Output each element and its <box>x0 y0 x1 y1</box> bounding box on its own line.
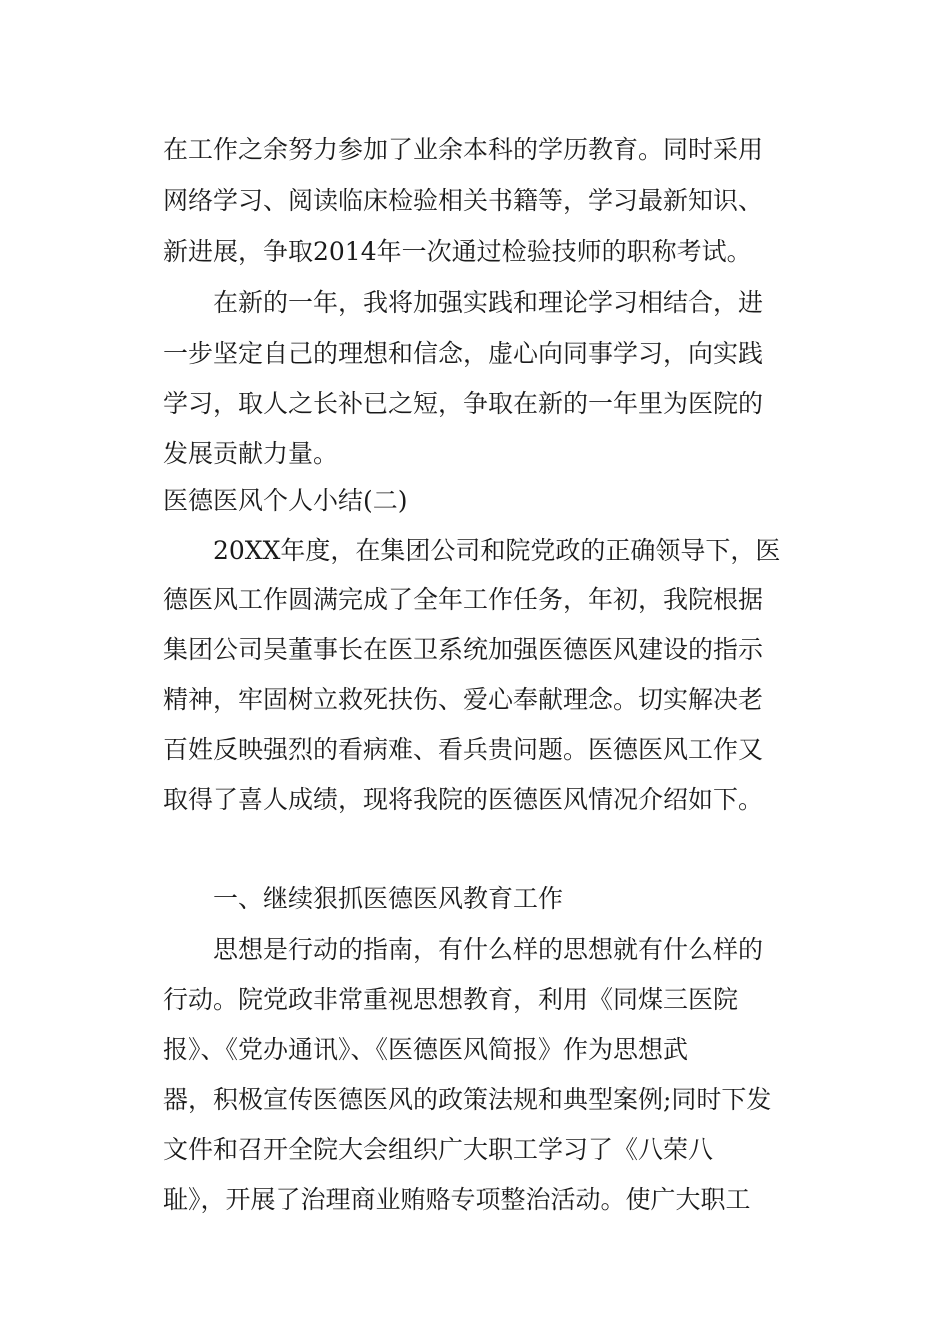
paragraph-3-line-4: 精神，牢固树立救死扶伤、爱心奉献理念。切实解决老 <box>163 685 764 714</box>
paragraph-2-line-2: 一步坚定自己的理想和信念，虚心向同事学习，向实践 <box>163 339 764 368</box>
paragraph-4-line-5: 文件和召开全院大会组织广大职工学习了《八荣八 <box>163 1135 714 1164</box>
paragraph-1-line-3: 新进展，争取2014年一次通过检验技师的职称考试。 <box>163 237 752 266</box>
paragraph-1-line-1: 在工作之余努力参加了业余本科的学历教育。同时采用 <box>163 135 764 164</box>
paragraph-4-line-2: 行动。院党政非常重视思想教育，利用《同煤三医院 <box>163 985 739 1014</box>
paragraph-4-line-1: 思想是行动的指南，有什么样的思想就有什么样的 <box>213 935 764 964</box>
paragraph-1-line-2: 网络学习、阅读临床检验相关书籍等，学习最新知识、 <box>163 186 764 215</box>
paragraph-2-line-3: 学习，取人之长补已之短，争取在新的一年里为医院的 <box>163 389 764 418</box>
paragraph-2-line-1: 在新的一年，我将加强实践和理论学习相结合，进 <box>213 288 764 317</box>
paragraph-3-line-2: 德医风工作圆满完成了全年工作任务，年初，我院根据 <box>163 585 764 614</box>
paragraph-3-line-1: 20XX年度，在集团公司和院党政的正确领导下，医 <box>213 536 781 565</box>
paragraph-2-line-4: 发展贡献力量。 <box>163 439 339 468</box>
paragraph-4-line-4: 器，积极宣传医德医风的政策法规和典型案例;同时下发 <box>163 1085 772 1114</box>
paragraph-3-line-3: 集团公司吴董事长在医卫系统加强医德医风建设的指示 <box>163 635 764 664</box>
paragraph-3-line-5: 百姓反映强烈的看病难、看兵贵问题。医德医风工作又 <box>163 735 764 764</box>
paragraph-4-line-6: 耻》，开展了治理商业贿赂专项整治活动。使广大职工 <box>163 1185 751 1214</box>
section-title: 医德医风个人小结(二) <box>163 486 408 515</box>
paragraph-4-line-3: 报》、《党办通讯》、《医德医风简报》作为思想武 <box>163 1035 689 1064</box>
paragraph-3-line-6: 取得了喜人成绩，现将我院的医德医风情况介绍如下。 <box>163 785 764 814</box>
heading-1: 一、继续狠抓医德医风教育工作 <box>213 884 564 913</box>
